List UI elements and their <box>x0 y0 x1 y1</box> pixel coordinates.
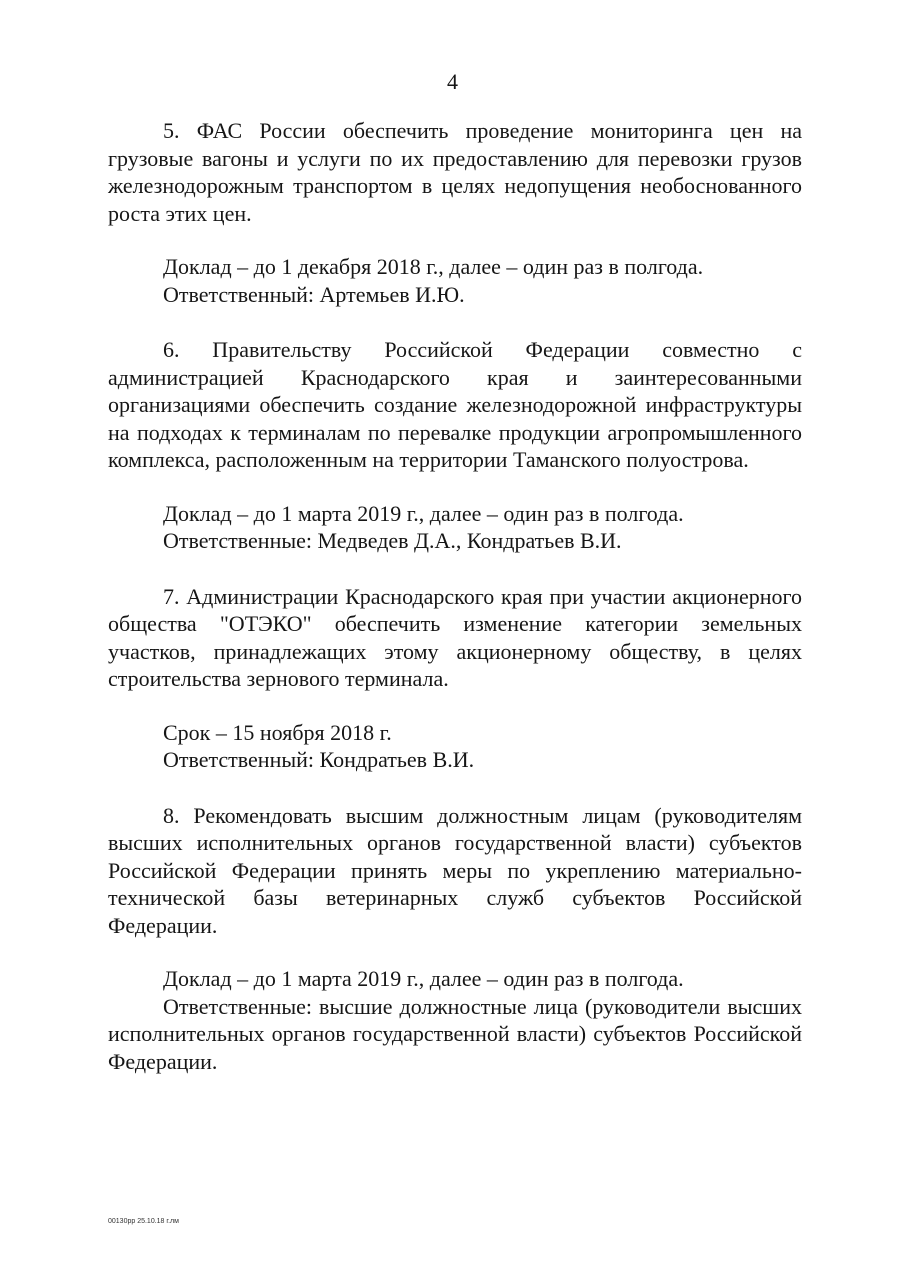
item-5-responsible: Ответственный: Артемьев И.Ю. <box>163 281 465 307</box>
page-number: 4 <box>447 69 458 94</box>
item-6-deadline: Доклад – до 1 марта 2019 г., далее – один раз в полгода. <box>163 500 684 526</box>
item-5-deadline: Доклад – до 1 декабря 2018 г., далее – один раз в полгода. <box>163 254 704 279</box>
item-7-text: 7. Администрации Краснодарского края при участии акционерного общества "ОТЭКО" обеспечить изменение категории земельных участков, принадлежащих этому акционерному обществу, в целях строительства зернового терминала. <box>108 583 802 691</box>
document-body <box>108 117 802 1075</box>
item-5-text: 5. ФАС России обеспечить проведение мониторинга цен на грузовые вагоны и услуги по их предоставлению для перевозки грузов железнодорожным транспортом в целях недопущения необоснованного роста этих цен. <box>108 118 802 226</box>
item-7-responsible: Ответственный: Кондратьев В.И. <box>163 747 475 772</box>
item-6-text: 6. Правительству Российской Федерации совместно с администрацией Краснодарского края и заинтересованными организациями обеспечить создание железнодорожной инфраструктуры на подходах к терминалам по перевалке продукции агропромышленного комплекса, расположенным на территории Таманского полуострова. <box>108 337 802 472</box>
item-8-text: 8. Рекомендовать высшим должностным лицам (руководителям высших исполнительных органов государственной власти) субъектов Российской Федерации принять меры по укреплению материально-технической базы ветеринарных служб субъектов Российской Федерации. <box>108 802 802 938</box>
item-8-responsible: Ответственные: высшие должностные лица (руководители высших исполнительных органов государственной власти) субъектов Российской Федерации. <box>108 993 802 1074</box>
item-8-deadline: Доклад – до 1 марта 2019 г., далее – один раз в полгода. <box>163 966 684 991</box>
document-code: 00130рр 25.10.18 г.лм <box>108 1218 179 1225</box>
item-7-deadline: Срок – 15 ноября 2018 г. <box>163 719 392 745</box>
item-6-responsible: Ответственные: Медведев Д.А., Кондратьев В.И. <box>163 528 622 553</box>
